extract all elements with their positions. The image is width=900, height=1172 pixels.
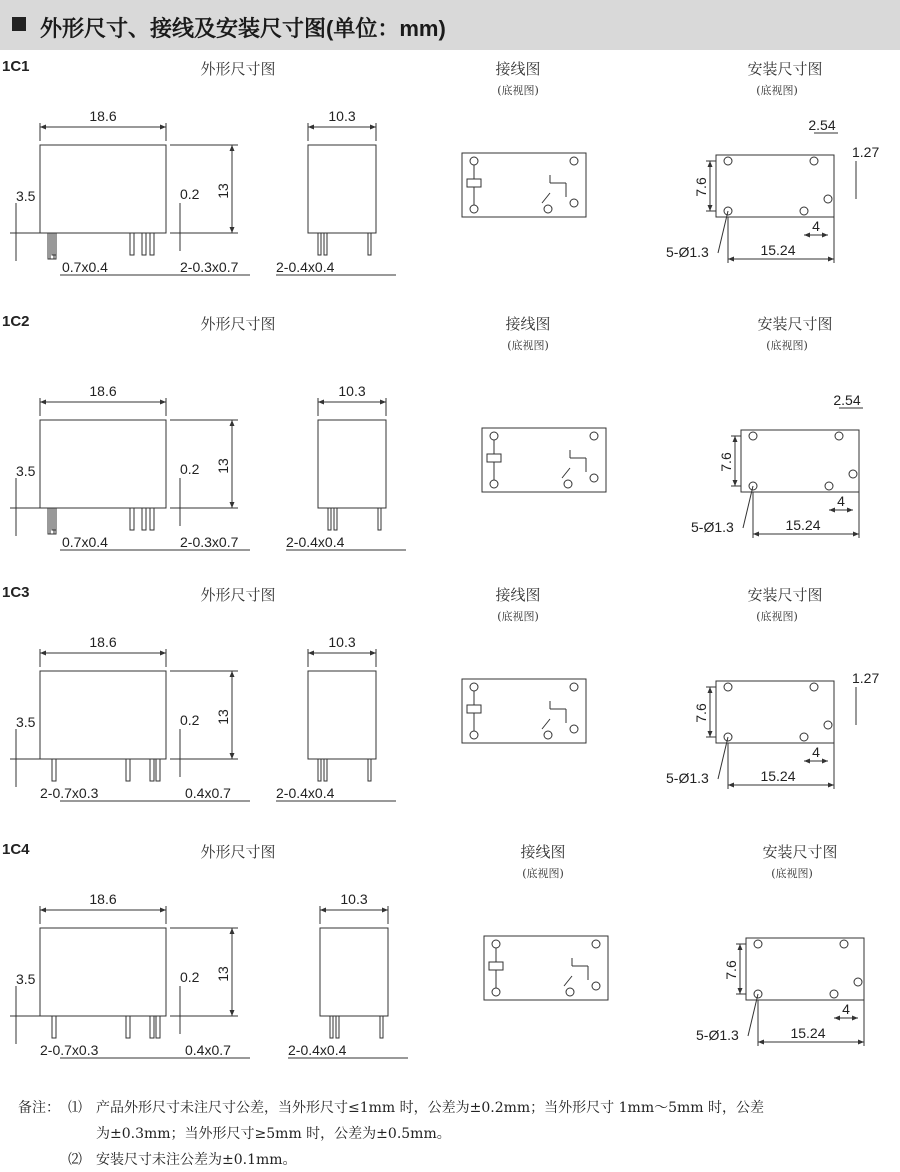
holes-dim: 5-Ø1.3 xyxy=(666,244,709,260)
arrow-head xyxy=(728,783,734,788)
arrow-head xyxy=(160,400,166,405)
pin xyxy=(380,1016,383,1038)
mounting-diagram xyxy=(666,670,879,789)
arrow-head xyxy=(160,125,166,130)
contact-switch xyxy=(542,719,550,729)
arrow-head xyxy=(230,145,235,151)
pin xyxy=(150,1016,154,1038)
offset-dim: 4 xyxy=(812,744,820,760)
gap-dim: 0.2 xyxy=(180,186,200,202)
height-dim: 13 xyxy=(215,183,231,199)
mount-hole xyxy=(840,940,848,948)
mount-hole xyxy=(749,432,757,440)
side-view xyxy=(288,891,408,1058)
arrow-head xyxy=(733,436,738,442)
mounting-diagram xyxy=(666,117,879,263)
pin xyxy=(324,233,327,255)
arrow-head xyxy=(230,502,235,508)
arrow-head xyxy=(380,400,386,405)
mount-hole xyxy=(800,207,808,215)
front-view xyxy=(10,383,250,550)
mount-hole xyxy=(824,721,832,729)
arrow-head xyxy=(733,480,738,486)
mount-hole xyxy=(849,470,857,478)
arrow-head xyxy=(230,753,235,759)
contact-pin xyxy=(592,982,600,990)
note2-text: 安装尺寸未注公差为±0.1mm。 xyxy=(96,1152,297,1168)
arrow-head xyxy=(370,125,376,130)
arrow-head xyxy=(822,233,828,238)
arrow-head xyxy=(834,1016,840,1021)
arrow-head xyxy=(708,205,713,211)
relay-body xyxy=(40,145,166,233)
pin-a-dim: 0.7x0.4 xyxy=(62,259,108,275)
pin-offset-dim: 3.5 xyxy=(16,714,36,730)
arrow-head xyxy=(829,508,835,513)
wiring-diagram xyxy=(484,936,608,1000)
contact-pin xyxy=(544,731,552,739)
coil-symbol xyxy=(487,454,501,462)
offset-dim: 4 xyxy=(812,218,820,234)
pin-a-dim: 2-0.7x0.3 xyxy=(40,785,99,801)
mount-hole xyxy=(810,157,818,165)
pin xyxy=(318,233,321,255)
contact-switch xyxy=(542,193,550,203)
outline-heading: 外形尺寸图 xyxy=(200,843,276,861)
side-body xyxy=(308,145,376,233)
mount-hole xyxy=(825,482,833,490)
drawing-canvas xyxy=(0,313,900,568)
contact-pin xyxy=(564,480,572,488)
wiring-subheading: (底视图) xyxy=(497,610,539,623)
mount-hole xyxy=(800,733,808,741)
drawing-section-1c4 xyxy=(0,841,900,1096)
arrow-head xyxy=(758,1040,764,1045)
section-label: 1C4 xyxy=(2,841,30,858)
outline-heading: 外形尺寸图 xyxy=(200,586,276,604)
mounting-diagram xyxy=(691,392,863,538)
arrow-head xyxy=(738,944,743,950)
contact-pin xyxy=(570,725,578,733)
mounting-subheading: (底视图) xyxy=(756,84,798,97)
arrow-head xyxy=(40,651,46,656)
arrow-head xyxy=(318,400,324,405)
arrow-head xyxy=(160,651,166,656)
arrow-head xyxy=(804,233,810,238)
contact-pin xyxy=(570,683,578,691)
pitch-row-dim: 1.27 xyxy=(852,670,880,686)
coil-pin xyxy=(492,988,500,996)
mount-hole xyxy=(835,432,843,440)
mount-hole xyxy=(724,683,732,691)
page-title: 外形尺寸、接线及安装尺寸图(单位：mm) xyxy=(40,16,446,41)
row-spacing-dim: 7.6 xyxy=(693,177,709,197)
drawing-section-1c3 xyxy=(0,584,900,839)
side-body xyxy=(308,671,376,759)
length-dim: 18.6 xyxy=(89,634,117,650)
gap-dim: 0.2 xyxy=(180,461,200,477)
arrow-head xyxy=(320,908,326,913)
side-body xyxy=(318,420,386,508)
wiring-subheading: (底视图) xyxy=(497,84,539,97)
wiring-subheading: (底视图) xyxy=(522,867,564,880)
height-dim: 13 xyxy=(215,709,231,725)
wiring-subheading: (底视图) xyxy=(507,339,549,352)
holes-dim: 5-Ø1.3 xyxy=(691,519,734,535)
pin xyxy=(318,759,321,781)
arrow-head xyxy=(847,508,853,513)
pin xyxy=(130,233,134,255)
mounting-subheading: (底视图) xyxy=(766,339,808,352)
coil-pin xyxy=(470,683,478,691)
pin xyxy=(126,1016,130,1038)
pin xyxy=(156,1016,160,1038)
wiring-diagram xyxy=(482,428,606,492)
pin xyxy=(142,233,146,255)
coil-pin xyxy=(490,432,498,440)
pin xyxy=(52,759,56,781)
note1-line1: 产品外形尺寸未注尺寸公差，当外形尺寸≤1mm 时，公差为±0.2mm；当外形尺寸 1mm～5mm 时，公差 xyxy=(96,1100,764,1116)
contact-pin xyxy=(570,199,578,207)
outline-heading: 外形尺寸图 xyxy=(200,315,276,333)
pin-a-dim: 0.7x0.4 xyxy=(62,534,108,550)
length-dim: 18.6 xyxy=(89,383,117,399)
pin xyxy=(378,508,381,530)
gap-dim: 0.2 xyxy=(180,712,200,728)
contact-pin xyxy=(590,474,598,482)
arrow-head xyxy=(382,908,388,913)
square-bullet-icon xyxy=(12,17,26,31)
pin xyxy=(336,1016,339,1038)
pin xyxy=(368,233,371,255)
title-bar xyxy=(0,0,900,50)
width-dim: 10.3 xyxy=(328,108,356,124)
pin xyxy=(150,508,154,530)
wiring-heading: 接线图 xyxy=(495,586,541,604)
outline-heading: 外形尺寸图 xyxy=(200,60,276,78)
wiring-diagram xyxy=(462,679,586,743)
arrow-head xyxy=(308,125,314,130)
span-dim: 15.24 xyxy=(785,517,821,533)
relay-body xyxy=(40,420,166,508)
pin xyxy=(156,759,160,781)
side-view xyxy=(276,108,396,275)
arrow-head xyxy=(708,687,713,693)
relay-body xyxy=(40,928,166,1016)
span-dim: 15.24 xyxy=(760,242,796,258)
mount-hole xyxy=(830,990,838,998)
span-dim: 15.24 xyxy=(760,768,796,784)
arrow-head xyxy=(230,420,235,426)
side-view xyxy=(276,634,396,801)
pitch-dim: 2.54 xyxy=(833,392,861,408)
length-dim: 18.6 xyxy=(89,891,117,907)
width-dim: 10.3 xyxy=(338,383,366,399)
mounting-subheading: (底视图) xyxy=(756,610,798,623)
side-view xyxy=(286,383,406,550)
arrow-head xyxy=(708,161,713,167)
arrow-head xyxy=(230,1010,235,1016)
contact-pin xyxy=(592,940,600,948)
height-dim: 13 xyxy=(215,966,231,982)
arrow-head xyxy=(230,928,235,934)
row-spacing-dim: 7.6 xyxy=(723,960,739,980)
pin xyxy=(324,759,327,781)
contact-pin xyxy=(566,988,574,996)
arrow-head xyxy=(853,532,859,537)
contact-switch xyxy=(562,468,570,478)
note2-marker: ⑵ xyxy=(68,1152,82,1168)
wiring-heading: 接线图 xyxy=(520,843,566,861)
coil-symbol xyxy=(467,179,481,187)
row-spacing-dim: 7.6 xyxy=(718,452,734,472)
drawing-section-1c2 xyxy=(0,313,900,568)
contact-switch xyxy=(564,976,572,986)
coil-pin xyxy=(470,205,478,213)
wiring-heading: 接线图 xyxy=(505,315,551,333)
arrow-head xyxy=(828,783,834,788)
notes-prefix: 备注： xyxy=(18,1100,60,1116)
mounting-heading: 安装尺寸图 xyxy=(747,586,823,604)
offset-dim: 4 xyxy=(842,1001,850,1017)
pin-b-dim: 2-0.3x0.7 xyxy=(180,259,239,275)
arrow-head xyxy=(40,908,46,913)
mounting-heading: 安装尺寸图 xyxy=(757,315,833,333)
arrow-head xyxy=(40,125,46,130)
arrow-head xyxy=(753,532,759,537)
pin-b-dim: 2-0.3x0.7 xyxy=(180,534,239,550)
contact-pin xyxy=(570,157,578,165)
pin-a-dim: 2-0.7x0.3 xyxy=(40,1042,99,1058)
arrow-head xyxy=(728,257,734,262)
mount-hole xyxy=(754,940,762,948)
mount-hole xyxy=(810,683,818,691)
front-view xyxy=(10,634,250,801)
pitch-row-dim: 1.27 xyxy=(852,144,880,160)
mounting-diagram xyxy=(696,938,864,1046)
section-label: 1C2 xyxy=(2,313,30,330)
pin xyxy=(334,508,337,530)
wiring-heading: 接线图 xyxy=(495,60,541,78)
coil-pin xyxy=(492,940,500,948)
arrow-head xyxy=(40,400,46,405)
pin xyxy=(130,508,134,530)
side-pin-dim: 2-0.4x0.4 xyxy=(288,1042,347,1058)
relay-body xyxy=(40,671,166,759)
mount-hole xyxy=(724,157,732,165)
arrow-head xyxy=(370,651,376,656)
pin xyxy=(368,759,371,781)
arrow-head xyxy=(230,227,235,233)
coil-symbol xyxy=(467,705,481,713)
mount-hole xyxy=(824,195,832,203)
pin xyxy=(142,508,146,530)
note1-marker: ⑴ xyxy=(68,1100,82,1116)
mount-hole xyxy=(854,978,862,986)
mounting-heading: 安装尺寸图 xyxy=(747,60,823,78)
arrow-head xyxy=(230,671,235,677)
span-dim: 15.24 xyxy=(790,1025,826,1041)
drawing-canvas xyxy=(0,584,900,839)
side-pin-dim: 2-0.4x0.4 xyxy=(276,785,335,801)
pin-offset-dim: 3.5 xyxy=(16,188,36,204)
section-label: 1C3 xyxy=(2,584,30,601)
gap-dim: 0.2 xyxy=(180,969,200,985)
section-label: 1C1 xyxy=(2,58,30,75)
drawing-canvas xyxy=(0,58,900,313)
coil-pin xyxy=(470,157,478,165)
front-view xyxy=(10,108,250,275)
arrow-head xyxy=(738,988,743,994)
coil-pin xyxy=(470,731,478,739)
arrow-head xyxy=(160,908,166,913)
holes-dim: 5-Ø1.3 xyxy=(666,770,709,786)
contact-pin xyxy=(544,205,552,213)
pin-offset-dim: 3.5 xyxy=(16,971,36,987)
width-dim: 10.3 xyxy=(340,891,368,907)
pin xyxy=(52,1016,56,1038)
height-dim: 13 xyxy=(215,458,231,474)
arrow-head xyxy=(858,1040,864,1045)
pin xyxy=(330,1016,333,1038)
arrow-head xyxy=(308,651,314,656)
length-dim: 18.6 xyxy=(89,108,117,124)
pin xyxy=(126,759,130,781)
width-dim: 10.3 xyxy=(328,634,356,650)
side-pin-dim: 2-0.4x0.4 xyxy=(276,259,335,275)
pitch-dim: 2.54 xyxy=(808,117,836,133)
arrow-head xyxy=(804,759,810,764)
arrow-head xyxy=(822,759,828,764)
arrow-head xyxy=(708,731,713,737)
pin-b-dim: 0.4x0.7 xyxy=(185,785,231,801)
drawing-section-1c1 xyxy=(0,58,900,313)
pin-offset-dim: 3.5 xyxy=(16,463,36,479)
pin xyxy=(150,759,154,781)
pin-b-dim: 0.4x0.7 xyxy=(185,1042,231,1058)
coil-pin xyxy=(490,480,498,488)
arrow-head xyxy=(852,1016,858,1021)
mounting-heading: 安装尺寸图 xyxy=(762,843,838,861)
coil-symbol xyxy=(489,962,503,970)
drawing-canvas xyxy=(0,841,900,1096)
pin xyxy=(150,233,154,255)
note1-line2: 为±0.3mm；当外形尺寸≥5mm 时，公差为±0.5mm。 xyxy=(96,1126,451,1142)
wiring-diagram xyxy=(462,153,586,217)
pin xyxy=(328,508,331,530)
front-view xyxy=(10,891,250,1058)
row-spacing-dim: 7.6 xyxy=(693,703,709,723)
side-pin-dim: 2-0.4x0.4 xyxy=(286,534,345,550)
mounting-subheading: (底视图) xyxy=(771,867,813,880)
contact-pin xyxy=(590,432,598,440)
side-body xyxy=(320,928,388,1016)
arrow-head xyxy=(828,257,834,262)
holes-dim: 5-Ø1.3 xyxy=(696,1027,739,1043)
offset-dim: 4 xyxy=(837,493,845,509)
